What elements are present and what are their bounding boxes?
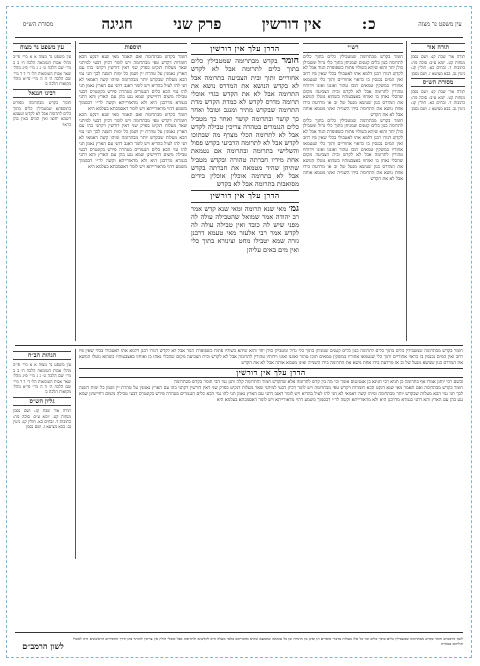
rashi-heading: רש״י — [303, 43, 403, 53]
main-paragraph-2: הרביעי בקדש פסול והשלישי בתרומה ובתרומה אם נטמאת אחת מידיו חברתה טהורה ובקדש מטביל שתיהן שהיד מטמאה את חברתה בקדש אבל לא בתרומה אוכלין אוכלין בידים מסואבות בתרומה אבל לא בקדש — [191, 139, 299, 189]
section-title: פרק שני — [173, 14, 222, 33]
main-text-column — [191, 41, 299, 341]
ein-mishpat-heading: עין משפט נר מצוה — [13, 43, 71, 52]
left-margin-column — [13, 41, 71, 341]
main-paragraph-1: בקדש מבתרומה שמטבילין כלים בתוך כלים לתרומה אבל לא לקדש אחוריים ותוך ובית הצביעה בתרומה אבל לא בקדש הנושא את המדרס נושא את התרומה אבל לא את הקדש בגדי אוכלי תרומה מדרס לקדש לא כמדת הקדש מדת התרומה שבקדש מתיר ומנגב וטובל ואחר כך קושר ובתרומה קושר ואחר כך מטביל כלים הנגמרים בטהרה צריכין טבילה לקדש אבל לא לתרומה הכלי מצרף מה שבתוכו לקדש אבל לא לתרומה — [191, 57, 299, 148]
folio-number: כ: — [361, 14, 377, 33]
rashi-text-cont: חומר בקדש מבתרומה שמטבילין כלים בתוך כלים לתרומה כגון כלים קטנים שמניחן בתוך כלי גדול ומטבילן כולן יחד והוא שיהא בשוליו פתוח כשפופרת הנוד אבל לא לקדש דגזרו רבנן דלמא אתו לאטבולי בכלי שאין פיו רחב ואין המים נכנסין בו כראוי אחוריים ותוך כלי שנטמאו אחוריו במשקין טמאים תוכו טהור ואוגנו ואזנו וידותיו טהורין לתרומה אבל לא לקדש ובית הצביעה מקום שהכלי נאחז בו ואוחזו באצבעותיו כשהוא נוטלו הנושא את המדרס כגון שנושא מנעל של זב או מרדעת בידו אחת נושא את התרומה בידו השנייה ואינו מטמא אותה אבל לא את הקדש — [303, 118, 403, 182]
ein-mishpat-label: עין משפט נר מצוה — [418, 20, 462, 28]
masoret-label: מסורת הש״ס — [22, 20, 54, 28]
rabbeinu-chananel-text: חומר בקדש מבתרומה מפורש בתוספתא שמטבילין כלים בתוך כלים לתרומה אבל לא לקדש וטעמא דשמא יחוצו ואין המים באין בהן כראוי — [13, 100, 71, 127]
lower-hadran-heading: הדרן עלך אין דורשין — [79, 368, 463, 378]
tosafot-column — [79, 41, 187, 341]
rashi-column — [303, 41, 403, 341]
masoret-shas-text: תורה אור שבת קנ: ושם נסמן מנחות קט. יומא ע״ב: סוכה מה: כתובות ד. זבחים כא. חולין קג: גיטין נב. בבא מציעא ז. ושם נסמן — [411, 89, 465, 111]
lower-tosafot-text: חומר בקדש מבתרומה ואם תאמר מאי שנא דנקט הכא חומרות דקדש טפי מבתרומה ויש לומר דכיון דבעי למיתני שאר מעלות דנקיט בפרק שני דאין דורשין דקתני בהו עם הארץ נאמנין על טהרת יין ושמן כל ימות השנה לכך תני נמי הכא מעלות שבקדש יותר מבתרומה ומיהו קשה דאמאי לא תני להו לעיל בהדיא ויש לומר דאגב דתני עם הארץ נאמן תני להו נמי הכא כלים הנגמרים בטהרה פירש בקונטרס דבעי טבילה משום דחיישינן שמא נגע בהן עם הארץ והא דתני בגמרא מדרבנן היא ולא מדאורייתא וקשה לר״י דבסמוך משמע דהוי מדאורייתא ויש לומר דאסמכתא בעלמא היא — [79, 385, 463, 403]
gilyon-text: תורה אור שבת קנ: ושם נסמן מנחות קט. יומא ע״ב: סוכה מה: כתובות ד. זבחים כא. חולין קג: גיטין נב. בבא מציעא ז. ושם נסמן — [13, 408, 71, 430]
footer-rule — [15, 632, 463, 633]
tosafot-heading: תוספות — [79, 43, 187, 53]
talmud-page — [6, 6, 472, 658]
main-paragraph-4: ובשם רבי יוחנן אמרו אף בתרומה כן תניא רבי חנינא בן אנטיגנוס אומר וכי מה בין קדש לתרומה אלא שהקדש חמור והתרומה קלה ותנן נמי הכי חומר בקדש מבתרומה — [174, 380, 463, 386]
page-header — [15, 13, 463, 35]
torah-or-text: תורה אור שבת קנ: ושם נסמן מנחות קט. יומא ע״ב: סוכה מה: כתובות ד. זבחים כא. חולין קג: גיטין נב. בבא מציעא ז. ושם נסמן — [411, 54, 465, 76]
lower-commentary — [79, 349, 463, 559]
footer-notes: לשון הרמב״ם חומר בקדש מבתרומה שמטבילין כלים בתוך כלים וכו׳ כל אלו מעלות מדברי סופרים הן ואינן מן התורה וכן כל טומאה שתמצא שהיא מדבריהם בלבד מעלה היא לקדשים ולתרומה אבל אוכלי חולין אין צריכין להזהר בהן ודרך החסידים הראשונים היה לאכול חוליהם בטהרה — [73, 637, 463, 646]
hadran-heading: הדרן עלך אין דורשין — [191, 43, 299, 55]
tosafot-text-cont: חומר בקדש מבתרומה ואם תאמר מאי שנא דנקט הכא חומרות דקדש טפי מבתרומה ויש לומר דכיון דבעי למיתני שאר מעלות דנקיט בפרק שני דאין דורשין דקתני בהו עם הארץ נאמנין על טהרת יין ושמן כל ימות השנה לכך תני נמי הכא מעלות שבקדש יותר מבתרומה ומיהו קשה דאמאי לא תני להו לעיל בהדיא ויש לומר דאגב דתני עם הארץ נאמן תני להו נמי הכא כלים הנגמרים בטהרה פירש בקונטרס דבעי טבילה משום דחיישינן שמא נגע בהן עם הארץ והא דתני בגמרא מדרבנן היא ולא מדאורייתא וקשה לר״י דבסמוך משמע דהוי מדאורייתא ויש לומר דאסמכתא בעלמא היא — [79, 112, 187, 170]
gilyon-heading: גליון הש״ס — [13, 397, 71, 406]
gemara-label: גמ׳ — [288, 203, 299, 214]
rashi-text: חומר בקדש מבתרומה שמטבילין כלים בתוך כלים לתרומה כגון כלים קטנים שמניחן בתוך כלי גדול ומטבילן כולן יחד והוא שיהא בשוליו פתוח כשפופרת הנוד אבל לא לקדש דגזרו רבנן דלמא אתו לאטבולי בכלי שאין פיו רחב ואין המים נכנסין בו כראוי אחוריים ותוך כלי שנטמאו אחוריו במשקין טמאים תוכו טהור ואוגנו ואזנו וידותיו טהורין לתרומה אבל לא לקדש ובית הצביעה מקום שהכלי נאחז בו ואוחזו באצבעותיו כשהוא נוטלו הנושא את המדרס כגון שנושא מנעל של זב או מרדעת בידו אחת נושא את התרומה בידו השנייה ואינו מטמא אותה אבל לא את הקדש — [303, 54, 403, 118]
hagahot-heading: הגהות הב״ח — [13, 351, 71, 360]
header-rule — [15, 37, 463, 38]
chapter-title: אין דורשין — [261, 14, 322, 33]
main-paragraph-3: מאי שנא תרומה ומאי שנא קדש אמר רב יהודה אמר שמואל שהטבילה עולה לה מפני שיש לה כובד ואין טבילה עולה לה לקדש אמר רבי אלעזר מאי טעמא דרבנן גזרה שמא יטבילו מחט וצינורא בתוך כלי ואין מים באים עליהן — [191, 204, 299, 254]
divider-right-margin — [406, 41, 407, 341]
lower-rashi-text: חומר בקדש מבתרומה שמטבילין כלים בתוך כלים לתרומה כגון כלים קטנים שמניחן בתוך כלי גדול ומטבילן כולן יחד והוא שיהא בשוליו פתוח כשפופרת הנוד אבל לא לקדש דגזרו רבנן דלמא אתו לאטבולי בכלי שאין פיו רחב ואין המים נכנסין בו כראוי אחוריים ותוך כלי שנטמאו אחוריו במשקין טמאים תוכו טהור ואוגנו ואזנו וידותיו טהורין לתרומה אבל לא לקדש ובית הצביעה מקום שהכלי נאחז בו ואוחזו באצבעותיו כשהוא נוטלו הנושא את המדרס כגון שנושא מנעל של זב או מרדעת בידו אחת נושא את התרומה בידו השנייה ואינו מטמא אותה אבל לא את הקדש — [79, 349, 463, 366]
ein-mishpat-text: עין משפט נר מצוה א א מיי׳ פי״ב מהל׳ אבות הטומאה הלכה ח׳ ב ב מיי׳ שם הלכה ט׳ ג ג מיי׳ פ״ג מהל׳ שאר אבות הטומאות הל׳ ד׳ ד ד מיי׳ שם הלכה ה׳ ה ה מיי׳ פי״א מהל׳ מקואות הלכה ב׳ — [13, 54, 71, 87]
divider-lower-left — [75, 349, 76, 559]
torah-or-heading: תורה אור — [411, 43, 465, 52]
right-margin-column — [411, 41, 465, 261]
opening-word: חומר — [281, 56, 299, 67]
lower-left-margin — [13, 349, 71, 559]
tractate-title: חגיגה — [101, 14, 133, 33]
lower-rule — [15, 345, 463, 346]
divider-left-margin — [75, 41, 76, 341]
hagahot-text: עין משפט נר מצוה א א מיי׳ פי״ב מהל׳ אבות הטומאה הלכה ח׳ ב ב מיי׳ שם הלכה ט׳ ג ג מיי׳ פ״ג מהל׳ שאר אבות הטומאות הל׳ ד׳ ד ד מיי׳ שם הלכה ה׳ ה ה מיי׳ פי״א מהל׳ מקואות הלכה ב׳ — [13, 362, 71, 395]
masoret-shas-heading: מסורת הש״ס — [411, 78, 465, 87]
footer-title: לשון הרמב״ם — [22, 641, 64, 651]
hadran-subheading: הדרן עלך אין דורשין — [191, 190, 299, 202]
rabbeinu-chananel-heading: רבינו חננאל — [13, 89, 71, 98]
tosafot-text: חומר בקדש מבתרומה ואם תאמר מאי שנא דנקט הכא חומרות דקדש טפי מבתרומה ויש לומר דכיון דבעי למיתני שאר מעלות דנקיט בפרק שני דאין דורשין דקתני בהו עם הארץ נאמנין על טהרת יין ושמן כל ימות השנה לכך תני נמי הכא מעלות שבקדש יותר מבתרומה ומיהו קשה דאמאי לא תני להו לעיל בהדיא ויש לומר דאגב דתני עם הארץ נאמן תני להו נמי הכא כלים הנגמרים בטהרה פירש בקונטרס דבעי טבילה משום דחיישינן שמא נגע בהן עם הארץ והא דתני בגמרא מדרבנן היא ולא מדאורייתא וקשה לר״י דבסמוך משמע דהוי מדאורייתא ויש לומר דאסמכתא בעלמא היא — [79, 54, 187, 112]
